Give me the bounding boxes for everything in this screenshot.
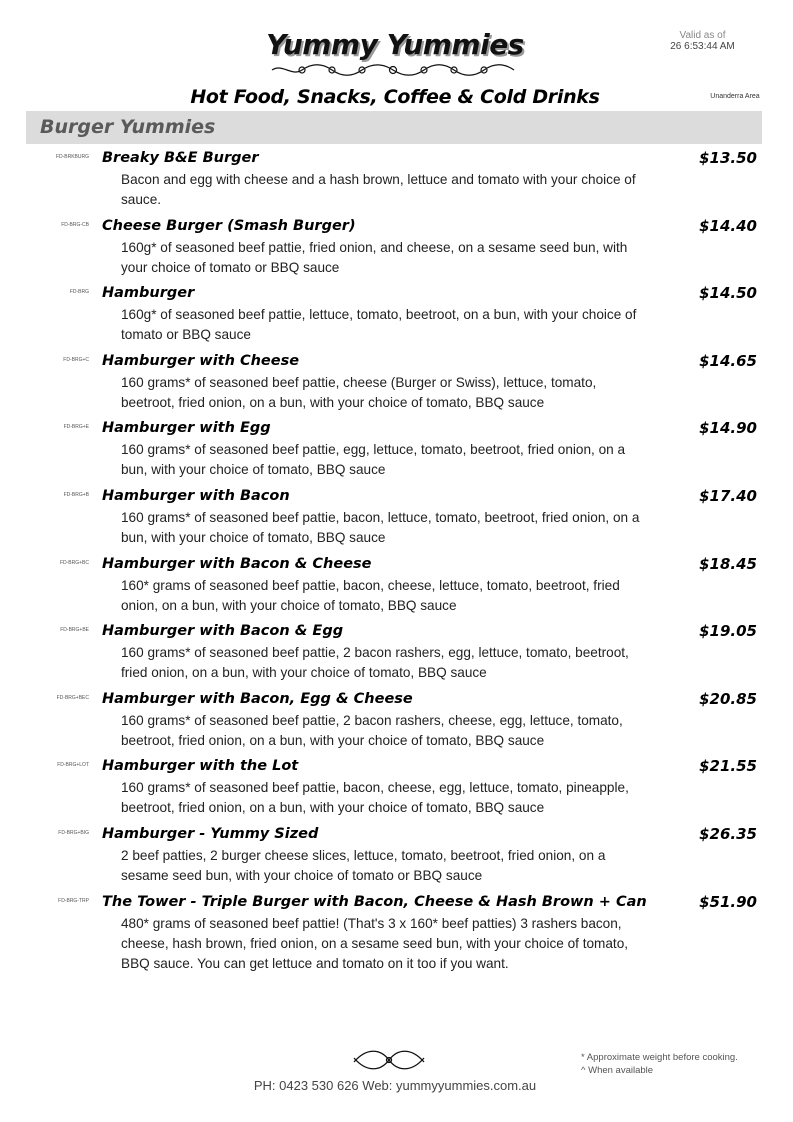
item-name: Hamburger - Yummy Sized xyxy=(102,825,319,842)
item-price: $17.40 xyxy=(699,486,757,505)
item-price: $14.90 xyxy=(699,419,757,438)
item-description: 2 beef patties, 2 burger cheese slices, lettuce, tomato, beetroot, fried onion, on a sesame seed bun, with your choice of tomato or BBQ sauce xyxy=(121,847,606,883)
menu-item xyxy=(0,621,793,689)
item-price: $20.85 xyxy=(699,689,757,708)
item-description: 160g* of seasoned beef pattie, fried onion, and cheese, on a sesame seed bun, with your choice of tomato or BBQ sauce xyxy=(121,239,628,275)
menu-item xyxy=(0,689,793,757)
item-code: FD-BRG+C xyxy=(63,356,89,363)
item-name: The Tower - Triple Burger with Bacon, Cheese & Hash Brown + Can xyxy=(102,893,647,910)
item-price: $18.45 xyxy=(699,554,757,573)
item-description: 160 grams* of seasoned beef pattie, cheese (Burger or Swiss), lettuce, tomato, beetroot, fried onion, on a bun, with your choice of tomato, BBQ sauce xyxy=(121,374,597,410)
note-availability: ^ When available xyxy=(581,1065,654,1076)
menu-list xyxy=(0,148,793,972)
menu-item xyxy=(0,554,793,622)
item-name: Hamburger with Egg xyxy=(102,420,271,437)
item-description: 160 grams* of seasoned beef pattie, bacon, cheese, egg, lettuce, tomato, pineapple, beetroot, fried onion, on a bun, with your choice of tomato, BBQ sauce xyxy=(121,780,629,816)
item-code: FD-BRG+BC xyxy=(59,559,89,566)
ornament-divider xyxy=(268,63,518,77)
item-code: FD-BRKBURG xyxy=(55,154,89,160)
item-name: Breaky B&E Burger xyxy=(102,150,259,166)
item-price: $14.40 xyxy=(699,216,757,235)
menu-item xyxy=(0,418,793,486)
item-price: $51.90 xyxy=(699,892,757,911)
item-price: $13.50 xyxy=(699,149,757,167)
item-price: $14.50 xyxy=(699,284,757,303)
menu-item xyxy=(0,756,793,824)
menu-item xyxy=(0,283,793,351)
area-label: Unanderra Area xyxy=(710,93,760,100)
item-code: FD-BRG+BEC xyxy=(56,694,89,701)
menu-item xyxy=(0,892,793,972)
menu-item xyxy=(0,486,793,554)
item-price: $21.55 xyxy=(699,757,757,776)
item-code: FD-BRG+B xyxy=(63,491,89,498)
item-description: 160g* of seasoned beef pattie, lettuce, tomato, beetroot, on a bun, with your choice of tomato or BBQ sauce xyxy=(121,307,637,343)
valid-time: 26 6:53:44 AM xyxy=(670,41,735,52)
menu-item xyxy=(0,148,793,216)
item-description: 160 grams* of seasoned beef pattie, 2 bacon rashers, cheese, egg, lettuce, tomato, beetroot, fried onion, on a bun, with your choice of tomato, BBQ sauce xyxy=(121,712,623,748)
menu-item xyxy=(0,824,793,892)
item-price: $26.35 xyxy=(699,824,757,843)
menu-item xyxy=(0,216,793,284)
item-code: FD-BRG+E xyxy=(63,424,89,431)
item-name: Hamburger with Cheese xyxy=(102,352,300,369)
contact-line: PH: 0423 530 626 Web: yummyyummies.com.au xyxy=(253,1078,537,1093)
note-weight: * Approximate weight before cooking. xyxy=(581,1052,738,1063)
item-code: FD-BRG xyxy=(69,289,89,296)
page-subtitle: Hot Food, Snacks, Coffee & Cold Drinks xyxy=(190,86,600,108)
item-description: 160 grams* of seasoned beef pattie, egg, lettuce, tomato, beetroot, fried onion, on a bun, with your choice of tomato, BBQ sauce xyxy=(121,442,626,478)
item-description: 480* grams of seasoned beef pattie! (That's 3 x 160* beef patties) 3 rashers bacon, cheese, hash brown, fried onion, on a sesame seed bun, with your choice of tomato, BBQ sauce. You can get lettuce and tomato on it too if you want. xyxy=(121,915,629,971)
section-title: Burger Yummies xyxy=(40,116,216,138)
item-code: FD-BRG+BIG xyxy=(58,829,89,836)
item-name: Hamburger with Bacon & Cheese xyxy=(102,555,372,572)
item-name: Hamburger with Bacon & Egg xyxy=(102,623,344,640)
item-name: Hamburger with Bacon, Egg & Cheese xyxy=(102,690,413,707)
valid-label: Valid as of xyxy=(679,30,726,41)
item-code: FD-BRG+LOT xyxy=(57,762,89,769)
item-price: $19.05 xyxy=(699,622,757,641)
section-header xyxy=(26,111,762,144)
item-name: Hamburger with Bacon xyxy=(102,487,290,504)
item-description: 160 grams* of seasoned beef pattie, 2 bacon rashers, egg, lettuce, tomato, beetroot, fried onion, on a bun, with your choice of tomato, BBQ sauce xyxy=(121,645,629,681)
item-name: Hamburger xyxy=(102,285,195,302)
item-description: Bacon and egg with cheese and a hash brown, lettuce and tomato with your choice of sauce. xyxy=(121,172,636,207)
item-description: 160 grams* of seasoned beef pattie, bacon, lettuce, tomato, beetroot, fried onion, on a bun, with your choice of tomato, BBQ sauce xyxy=(121,509,640,545)
item-name: Hamburger with the Lot xyxy=(102,758,299,775)
item-description: 160* grams of seasoned beef pattie, bacon, cheese, lettuce, tomato, beetroot, fried onion, on a bun, with your choice of tomato, BBQ sauce xyxy=(121,577,620,613)
item-price: $14.65 xyxy=(699,351,757,370)
item-code: FD-BRG+BE xyxy=(60,627,89,634)
footnotes xyxy=(581,1051,781,1077)
brand-title: Yummy Yummies xyxy=(266,28,524,61)
valid-timestamp xyxy=(640,30,765,52)
footer-ornament xyxy=(350,1046,428,1074)
item-code: FD-BRG-CB xyxy=(61,221,89,228)
item-name: Cheese Burger (Smash Burger) xyxy=(102,217,356,234)
item-code: FD-BRG-TRP xyxy=(58,897,89,904)
menu-item xyxy=(0,351,793,419)
